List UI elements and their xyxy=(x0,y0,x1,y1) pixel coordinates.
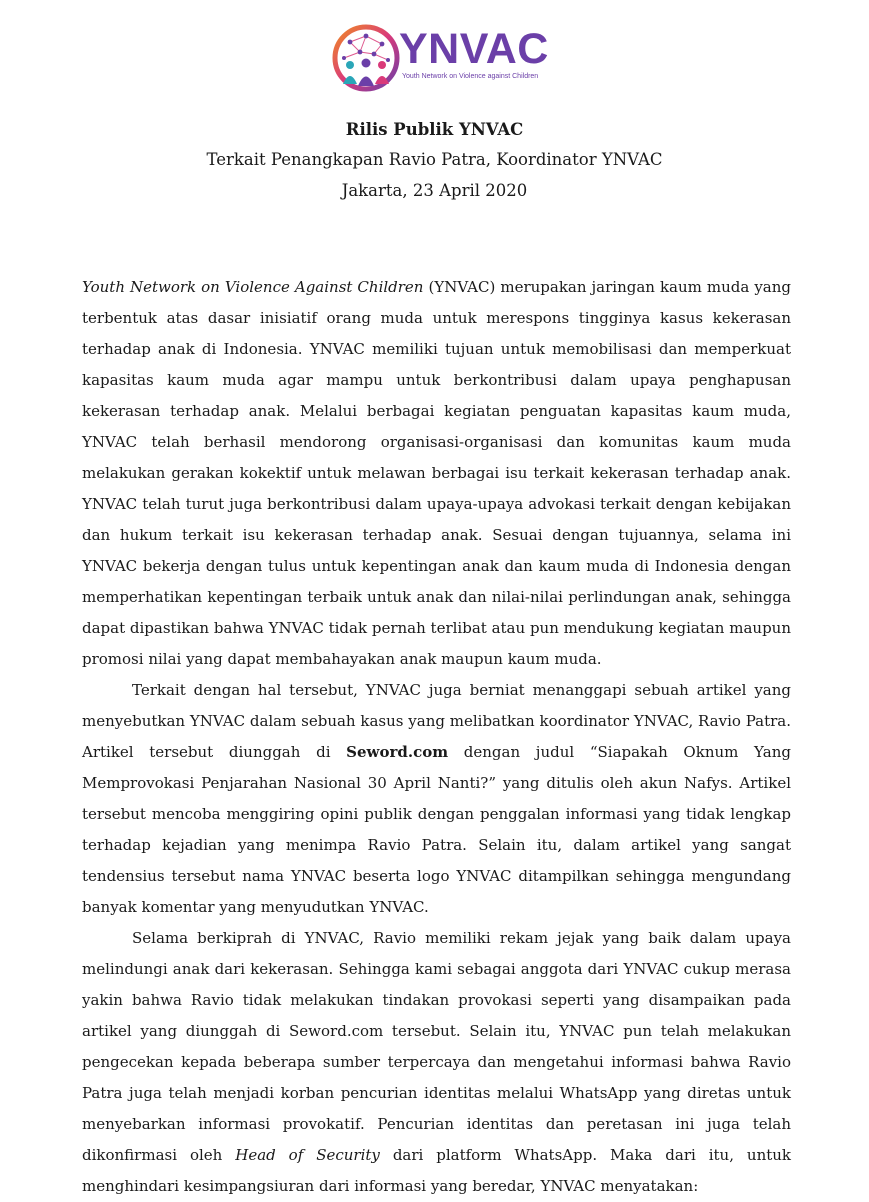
paragraph-3-text-a: Selama berkiprah di YNVAC, Ravio memiliki rekam jejak yang baik dalam upaya melindungi anak dari kekerasan. Sehingga kami sebagai anggota dari YNVAC cukup merasa yakin bahwa Ravio tidak melakukan tindakan provokasi seperti yang disampaikan pada artikel yang diunggah di Seword.com tersebut. Selain itu, YNVAC pun telah melakukan pengecekan kepada beberapa sumber terpercaya dan mengetahui informasi bahwa Ravio Patra juga telah menjadi korban pencurian identitas melalui WhatsApp yang diretas untuk menyebarkan informasi provokatif. Pencurian identitas dan peretasan ini juga telah dikonfirmasi oleh xyxy=(82,929,791,1164)
paragraph-1 xyxy=(82,272,791,675)
paragraph-2 xyxy=(82,675,791,923)
network-name: Youth Network on Violence Against Children xyxy=(82,278,424,296)
paragraph-3 xyxy=(82,923,791,1202)
logo-globe-icon xyxy=(330,22,402,94)
paragraph-2-text-b: dengan judul “Siapakah Oknum Yang Memprovokasi Penjarahan Nasional 30 April Nanti?” yang ditulis oleh akun Nafys. Artikel tersebut mencoba menggiring opini publik dengan penggalan informasi yang tidak lengkap terhadap kejadian yang menimpa Ravio Patra. Selain itu, dalam artikel yang sangat tendensius tersebut nama YNVAC beserta logo YNVAC ditampilkan sehingga mengundang banyak komentar yang menyudutkan YNVAC. xyxy=(82,743,791,916)
release-heading xyxy=(0,115,869,206)
paragraph-1-text: (YNVAC) merupakan jaringan kaum muda yang terbentuk atas dasar inisiatif orang muda untuk merespons tingginya kasus kekerasan terhadap anak di Indonesia. YNVAC memiliki tujuan untuk memobilisasi dan memperkuat kapasitas kaum muda agar mampu untuk berkontribusi dalam upaya penghapusan kekerasan terhadap anak. Melalui berbagai kegiatan penguatan kapasitas kaum muda, YNVAC telah berhasil mendorong organisasi-organisasi dan komunitas kaum muda melakukan gerakan kokektif untuk melawan berbagai isu terkait kekerasan terhadap anak. YNVAC telah turut juga berkontribusi dalam upaya-upaya advokasi terkait dengan kebijakan dan hukum terkait isu kekerasan terhadap anak. Sesuai dengan tujuannya, selama ini YNVAC bekerja dengan tulus untuk kepentingan anak dan kaum muda di Indonesia dengan memperhatikan kepentingan terbaik untuk anak dan nilai-nilai perlindungan anak, sehingga dapat dipastikan bahwa YNVAC tidak pernah terlibat atau pun mendukung kegiatan maupun promosi nilai yang dapat membahayakan anak maupun kaum muda. xyxy=(82,278,791,668)
release-subtitle: Terkait Penangkapan Ravio Patra, Koordinator YNVAC xyxy=(206,150,663,169)
release-date: Jakarta, 23 April 2020 xyxy=(341,181,528,200)
ynvac-logo xyxy=(330,22,549,97)
release-title: Rilis Publik YNVAC xyxy=(345,120,524,139)
logo-tagline: Youth Network on Violence against Children xyxy=(402,73,539,80)
logo-wordmark: YNVAC xyxy=(399,25,549,73)
release-body xyxy=(82,272,791,1202)
seword-site-name: Seword.com xyxy=(346,743,449,761)
paragraph-3-text-b: dari platform WhatsApp. Maka dari itu, untuk menghindari kesimpangsiuran dari informasi yang beredar, YNVAC menyatakan: xyxy=(82,1146,792,1195)
head-of-security: Head of Security xyxy=(235,1146,380,1164)
paragraph-2-text-a: Terkait dengan hal tersebut, YNVAC juga berniat menanggapi sebuah artikel yang menyebutkan YNVAC dalam sebuah kasus yang melibatkan koordinator YNVAC, Ravio Patra. Artikel tersebut diunggah di xyxy=(82,681,791,761)
